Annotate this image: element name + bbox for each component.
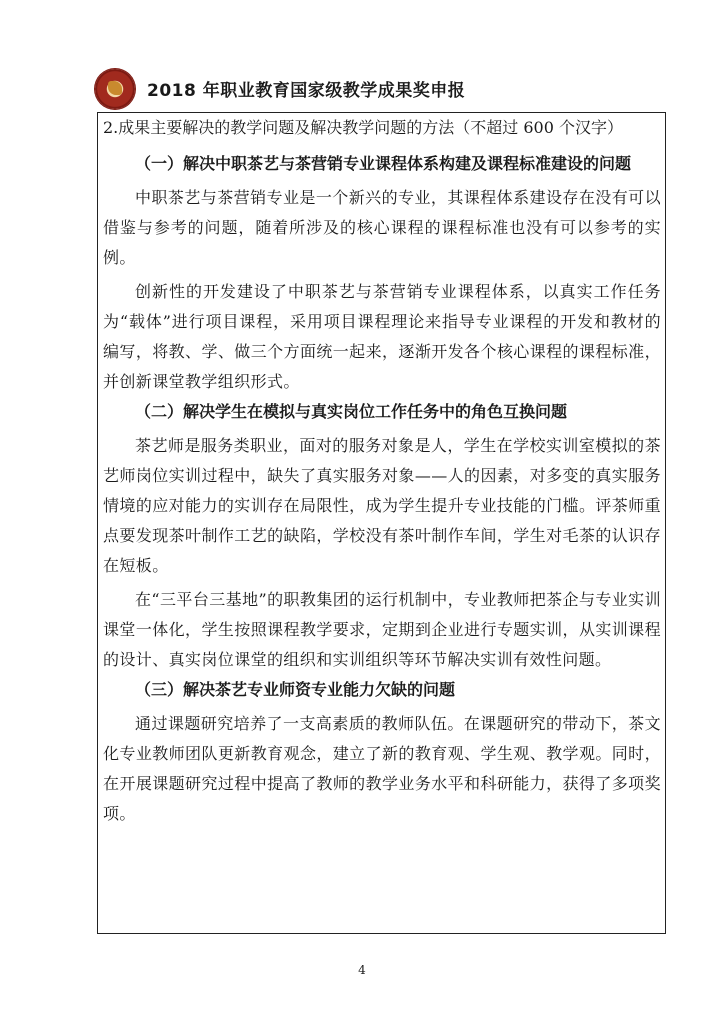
paragraph: 创新性的开发建设了中职茶艺与茶营销专业课程体系，以真实工作任务为“载体”进行项目课程，采用项目课程理论来指导专业课程的开发和教材的编写，将教、学、做三个方面统一起来，逐渐开发各个核心课程的课程标准，并创新课堂教学组织形式。	[103, 282, 661, 391]
page-header	[95, 64, 665, 112]
subsection-title-2: （二）解决学生在模拟与真实岗位工作任务中的角色互换问题	[135, 402, 568, 421]
paragraph: 茶艺师是服务类职业，面对的服务对象是人，学生在学校实训室模拟的茶艺师岗位实训过程中，缺失了真实服务对象——人的因素，对多变的真实服务情境的应对能力的实训存在局限性，成为学生提升专业技能的门槛。评茶师重点要发现茶叶制作工艺的缺陷，学校没有茶叶制作车间，学生对毛茶的认识存在短板。	[103, 436, 661, 575]
paragraph: 通过课题研究培养了一支高素质的教师队伍。在课题研究的带动下，茶文化专业教师团队更新教育观念，建立了新的教育观、学生观、教学观。同时，在开展课题研究过程中提高了教师的教学业务水平和科研能力，获得了多项奖项。	[103, 714, 661, 823]
subsection-title-3: （三）解决茶艺专业师资专业能力欠缺的问题	[135, 680, 456, 699]
school-emblem-icon	[95, 69, 135, 109]
page-number: 4	[358, 963, 366, 977]
paragraph: 中职茶艺与茶营销专业是一个新兴的专业，其课程体系建设存在没有可以借鉴与参考的问题，随着所涉及的核心课程的课程标准也没有可以参考的实例。	[103, 188, 661, 267]
section-heading: 2.成果主要解决的教学问题及解决教学问题的方法（不超过 600 个汉字）	[103, 118, 623, 137]
header-title: 2018 年职业教育国家级教学成果奖申报	[147, 81, 466, 101]
paragraph: 在“三平台三基地”的职教集团的运行机制中，专业教师把茶企与专业实训课堂一体化，学生按照课程教学要求，定期到企业进行专题实训，从实训课程的设计、真实岗位课堂的组织和实训组织等环节解决实训有效性问题。	[103, 590, 661, 669]
document-content	[103, 113, 661, 829]
subsection-title-1: （一）解决中职茶艺与茶营销专业课程体系构建及课程标准建设的问题	[135, 154, 632, 173]
